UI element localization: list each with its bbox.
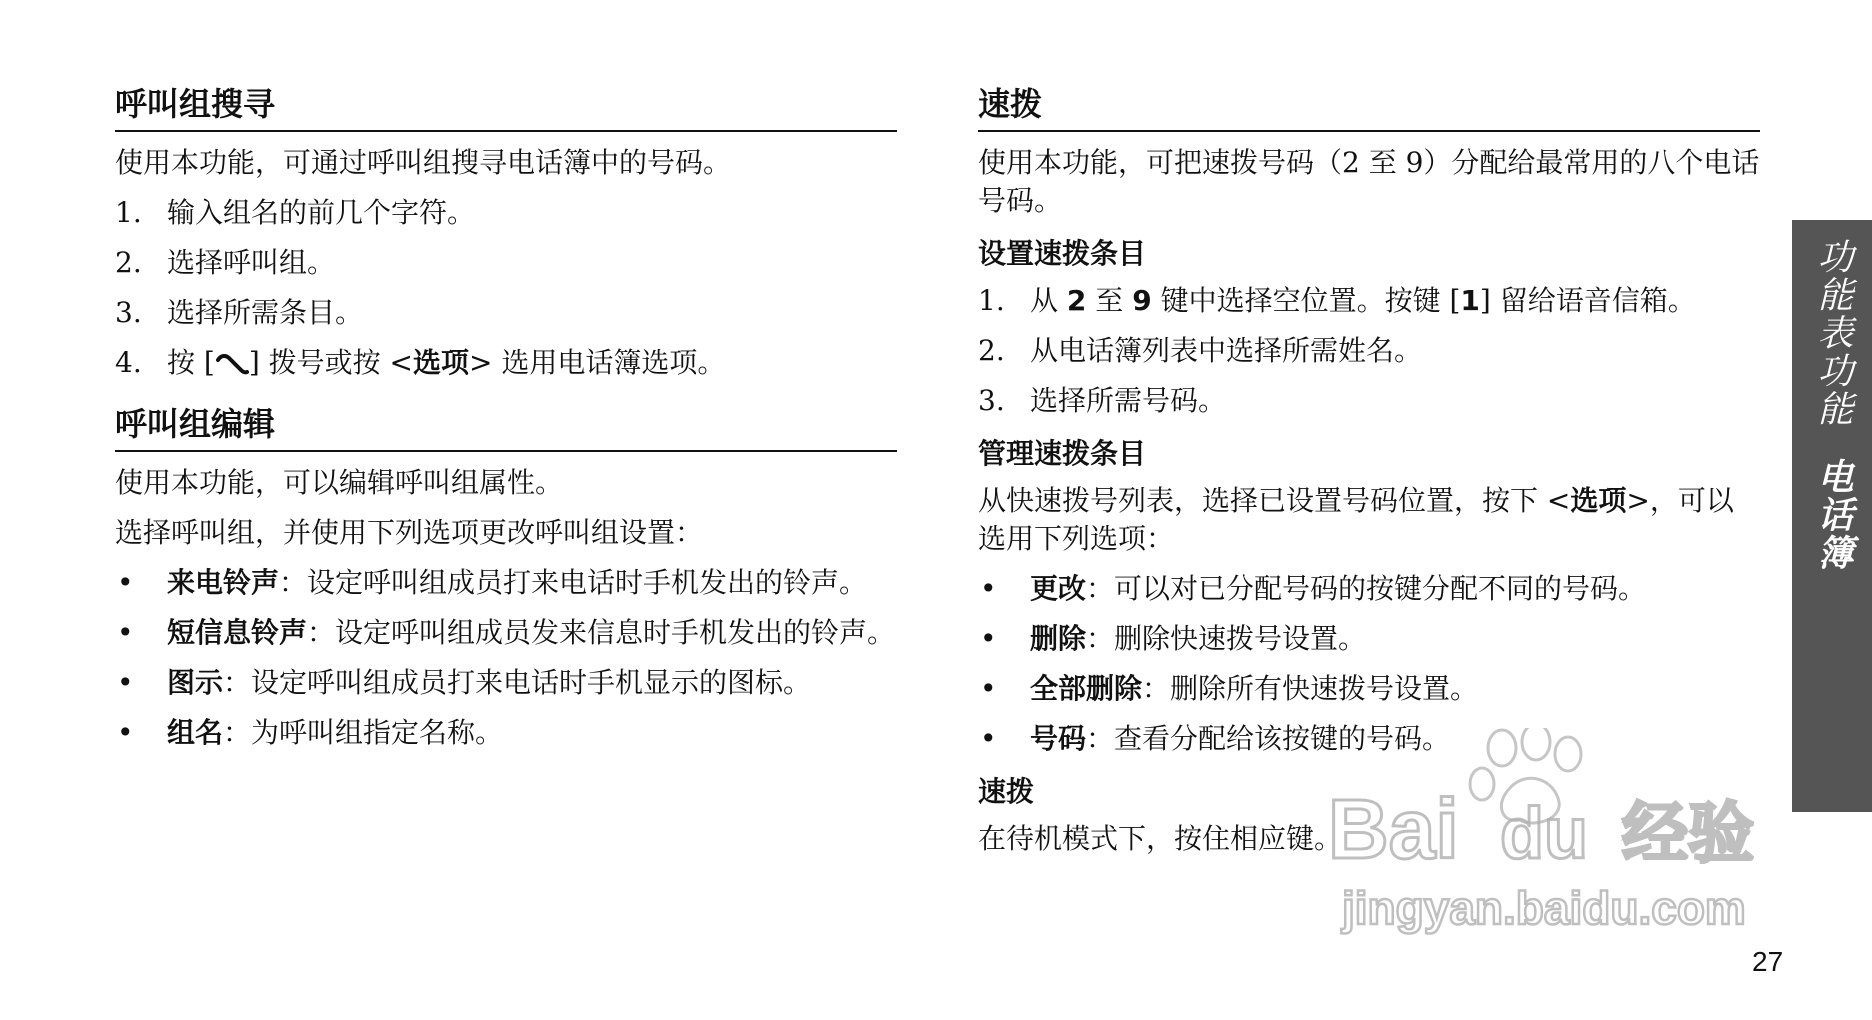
speed-dial-intro: 使用本功能，可把速拨号码（2 至 9）分配给最常用的八个电话号码。 (978, 146, 1760, 217)
step-number: 3. (978, 384, 1005, 417)
option-desc: ：查看分配给该按键的号码。 (1086, 722, 1451, 755)
option-term: 短信息铃声 (167, 616, 308, 649)
option-desc: ：可以对已分配号码的按键分配不同的号码。 (1086, 572, 1647, 605)
key-1: 1 (1460, 284, 1480, 317)
bullet: • (117, 616, 134, 649)
option-term: 全部删除 (1030, 672, 1143, 705)
option-desc: ：为呼叫组指定名称。 (223, 716, 504, 749)
side-tab-chapter: 功能表功能 (1812, 238, 1853, 428)
group-search-steps (115, 194, 897, 382)
step-text: 选择所需条目。 (167, 296, 364, 329)
subsection-title-setup: 设置速拨条目 (978, 237, 1147, 270)
dial-text: 在待机模式下，按住相应键。 (978, 822, 1343, 855)
group-search-intro: 使用本功能，可通过呼叫组搜寻电话簿中的号码。 (115, 146, 732, 179)
list-item (115, 664, 897, 702)
chapter-side-tab (1792, 220, 1872, 812)
manage-intro-pre: 从快速拨号列表，选择已设置号码位置，按下 < (978, 484, 1571, 517)
subsection-title-dial: 速拨 (978, 775, 1035, 808)
option-term: 删除 (1030, 622, 1087, 655)
step-text: ] 留给语音信箱。 (1479, 284, 1696, 317)
list-item (115, 194, 897, 232)
group-edit-intro: 使用本功能，可以编辑呼叫组属性。 (115, 466, 564, 499)
step-number: 3. (115, 296, 142, 329)
step-text: 键中选择空位置。按键 [ (1151, 284, 1461, 317)
list-item (115, 614, 897, 652)
step-text: 至 (1086, 284, 1133, 317)
svg-text:jingyan.baidu.com: jingyan.baidu.com (1342, 882, 1746, 934)
step-text: 从 (1030, 284, 1067, 317)
option-desc: ：设定呼叫组成员打来电话时手机显示的图标。 (223, 666, 812, 699)
key-9: 9 (1132, 284, 1152, 317)
key-2: 2 (1066, 284, 1087, 317)
step-number: 1. (978, 284, 1005, 317)
step-text: 选择呼叫组。 (167, 246, 336, 279)
list-item (115, 244, 897, 282)
side-tab-section: 电话簿 (1812, 458, 1853, 572)
bullet: • (117, 666, 134, 699)
svg-text:经验: 经验 (1622, 795, 1754, 872)
side-tab-text (1810, 238, 1854, 572)
step-text-pre: 按 [ (167, 346, 215, 379)
option-term: 来电铃声 (167, 566, 280, 599)
bullet: • (117, 716, 134, 749)
option-desc: ：删除所有快速拨号设置。 (1142, 672, 1479, 705)
bullet: • (980, 622, 997, 655)
option-term: 号码 (1030, 722, 1087, 755)
left-column (115, 84, 897, 764)
list-item (978, 670, 1760, 708)
section-title-group-search: 呼叫组搜寻 (115, 84, 897, 132)
bullet: • (980, 572, 997, 605)
options-softkey-label: 选项 (413, 346, 470, 379)
option-term: 图示 (167, 666, 224, 699)
call-key-icon (215, 351, 249, 377)
step-text: 输入组名的前几个字符。 (167, 196, 476, 229)
option-desc: ：设定呼叫组成员打来电话时手机发出的铃声。 (279, 566, 868, 599)
section-title-speed-dial: 速拨 (978, 84, 1760, 132)
bullet: • (980, 672, 997, 705)
list-item (978, 620, 1760, 658)
step-text-post: > 选用电话簿选项。 (469, 346, 726, 379)
list-item (115, 714, 897, 752)
bullet: • (980, 722, 997, 755)
svg-text:Bai: Bai (1328, 782, 1459, 876)
group-edit-options (115, 564, 897, 752)
step-text: 从电话簿列表中选择所需姓名。 (1030, 334, 1423, 367)
list-item (115, 564, 897, 602)
list-item (978, 382, 1760, 420)
option-desc: ：删除快速拨号设置。 (1086, 622, 1367, 655)
manage-options (978, 570, 1760, 758)
list-item (978, 332, 1760, 370)
option-desc: ：设定呼叫组成员发来信息时手机发出的铃声。 (307, 616, 896, 649)
bullet: • (117, 566, 134, 599)
option-term: 更改 (1030, 572, 1087, 605)
group-edit-instruction: 选择呼叫组，并使用下列选项更改呼叫组设置： (115, 516, 704, 549)
step-text-mid: ] 拨号或按 < (248, 346, 414, 379)
list-item (978, 282, 1760, 320)
list-item (115, 344, 897, 382)
right-column (978, 84, 1760, 870)
list-item (978, 570, 1760, 608)
manage-intro (978, 482, 1760, 558)
subsection-title-manage: 管理速拨条目 (978, 437, 1147, 470)
section-title-group-edit: 呼叫组编辑 (115, 404, 897, 452)
step-text: 选择所需号码。 (1030, 384, 1227, 417)
setup-steps (978, 282, 1760, 420)
step-number: 2. (115, 246, 142, 279)
step-number: 1. (115, 196, 142, 229)
list-item (115, 294, 897, 332)
option-term: 组名 (167, 716, 224, 749)
list-item (978, 720, 1760, 758)
svg-text:du: du (1500, 794, 1588, 874)
options-softkey-label: 选项 (1570, 484, 1627, 517)
page-number: 27 (1752, 946, 1784, 977)
manage-intro-post: >，可以选用下列选项： (978, 484, 1734, 555)
step-number: 4. (115, 346, 142, 379)
step-number: 2. (978, 334, 1005, 367)
